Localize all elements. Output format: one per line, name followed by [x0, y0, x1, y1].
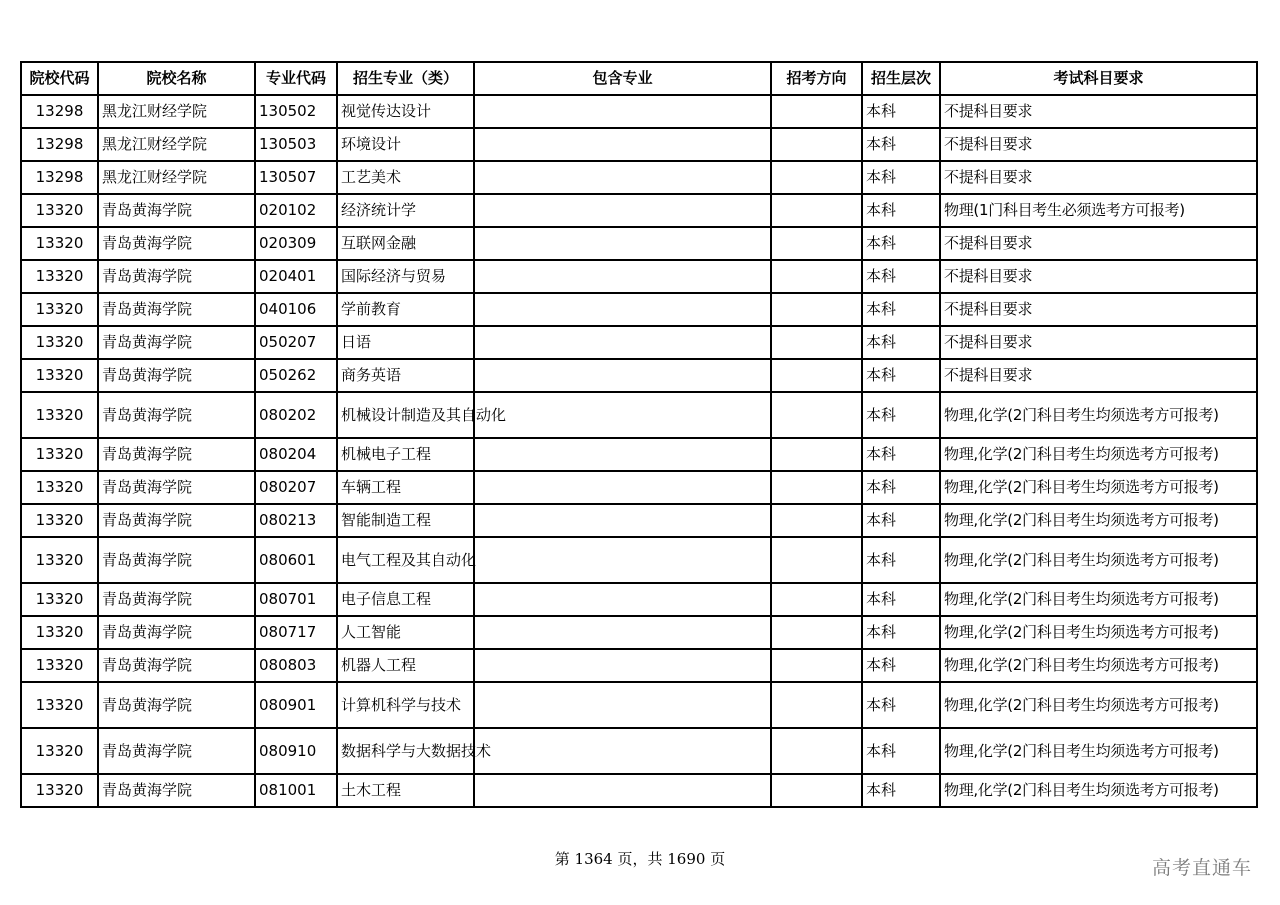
- header-subject-requirements: 考试科目要求: [940, 62, 1257, 95]
- cell-included-majors: [474, 471, 771, 504]
- header-included-majors: 包含专业: [474, 62, 771, 95]
- cell-major: 视觉传达设计: [337, 95, 474, 128]
- cell-school-name: 青岛黄海学院: [98, 537, 255, 583]
- cell-school-code: 13320: [21, 616, 98, 649]
- cell-included-majors: [474, 161, 771, 194]
- cell-included-majors: [474, 293, 771, 326]
- cell-level: 本科: [862, 682, 940, 728]
- cell-direction: [771, 471, 862, 504]
- cell-subject-requirements: 不提科目要求: [940, 227, 1257, 260]
- header-school-code: 院校代码: [21, 62, 98, 95]
- table-row: [21, 616, 1257, 649]
- cell-major: 计算机科学与技术: [337, 682, 474, 728]
- cell-school-code: 13320: [21, 293, 98, 326]
- table-row: [21, 504, 1257, 537]
- cell-school-code: 13320: [21, 359, 98, 392]
- cell-school-name: 青岛黄海学院: [98, 326, 255, 359]
- cell-direction: [771, 537, 862, 583]
- cell-major-code: 080803: [255, 649, 337, 682]
- table-row: [21, 728, 1257, 774]
- cell-level: 本科: [862, 293, 940, 326]
- cell-school-name: 青岛黄海学院: [98, 504, 255, 537]
- cell-level: 本科: [862, 260, 940, 293]
- cell-level: 本科: [862, 392, 940, 438]
- cell-major: 日语: [337, 326, 474, 359]
- cell-subject-requirements: 物理,化学(2门科目考生均须选考方可报考): [940, 504, 1257, 537]
- cell-level: 本科: [862, 227, 940, 260]
- cell-major: 电气工程及其自动化: [337, 537, 474, 583]
- cell-subject-requirements: 不提科目要求: [940, 95, 1257, 128]
- cell-included-majors: [474, 774, 771, 807]
- cell-included-majors: [474, 583, 771, 616]
- cell-level: 本科: [862, 161, 940, 194]
- cell-subject-requirements: 物理,化学(2门科目考生均须选考方可报考): [940, 583, 1257, 616]
- cell-major-code: 130507: [255, 161, 337, 194]
- cell-school-name: 青岛黄海学院: [98, 471, 255, 504]
- cell-included-majors: [474, 260, 771, 293]
- cell-direction: [771, 194, 862, 227]
- cell-direction: [771, 293, 862, 326]
- cell-included-majors: [474, 128, 771, 161]
- cell-included-majors: [474, 537, 771, 583]
- cell-subject-requirements: 物理(1门科目考生必须选考方可报考): [940, 194, 1257, 227]
- cell-major-code: 130502: [255, 95, 337, 128]
- cell-level: 本科: [862, 649, 940, 682]
- cell-major: 人工智能: [337, 616, 474, 649]
- cell-major-code: 050262: [255, 359, 337, 392]
- cell-included-majors: [474, 326, 771, 359]
- cell-subject-requirements: 物理,化学(2门科目考生均须选考方可报考): [940, 616, 1257, 649]
- cell-level: 本科: [862, 326, 940, 359]
- header-school-name: 院校名称: [98, 62, 255, 95]
- table-row: [21, 95, 1257, 128]
- cell-school-name: 青岛黄海学院: [98, 293, 255, 326]
- cell-direction: [771, 649, 862, 682]
- cell-included-majors: [474, 194, 771, 227]
- cell-direction: [771, 359, 862, 392]
- header-major: 招生专业（类）: [337, 62, 474, 95]
- cell-school-name: 青岛黄海学院: [98, 774, 255, 807]
- table-row: [21, 260, 1257, 293]
- cell-school-code: 13320: [21, 728, 98, 774]
- cell-school-code: 13320: [21, 471, 98, 504]
- cell-school-code: 13320: [21, 537, 98, 583]
- cell-included-majors: [474, 682, 771, 728]
- cell-direction: [771, 326, 862, 359]
- cell-level: 本科: [862, 537, 940, 583]
- cell-major-code: 081001: [255, 774, 337, 807]
- cell-level: 本科: [862, 504, 940, 537]
- table-row: [21, 649, 1257, 682]
- cell-major-code: 050207: [255, 326, 337, 359]
- cell-major: 机械设计制造及其自动化: [337, 392, 474, 438]
- cell-major: 土木工程: [337, 774, 474, 807]
- cell-subject-requirements: 不提科目要求: [940, 293, 1257, 326]
- table-row: [21, 471, 1257, 504]
- cell-school-name: 黑龙江财经学院: [98, 95, 255, 128]
- table-row: [21, 194, 1257, 227]
- cell-included-majors: [474, 649, 771, 682]
- cell-level: 本科: [862, 583, 940, 616]
- cell-direction: [771, 161, 862, 194]
- cell-school-name: 青岛黄海学院: [98, 583, 255, 616]
- cell-major-code: 080701: [255, 583, 337, 616]
- cell-subject-requirements: 物理,化学(2门科目考生均须选考方可报考): [940, 728, 1257, 774]
- cell-school-name: 青岛黄海学院: [98, 728, 255, 774]
- cell-school-code: 13298: [21, 161, 98, 194]
- header-row: [21, 62, 1257, 95]
- cell-school-name: 青岛黄海学院: [98, 438, 255, 471]
- cell-school-name: 青岛黄海学院: [98, 392, 255, 438]
- cell-major: 商务英语: [337, 359, 474, 392]
- cell-direction: [771, 260, 862, 293]
- cell-school-code: 13320: [21, 774, 98, 807]
- cell-school-name: 黑龙江财经学院: [98, 161, 255, 194]
- table-row: [21, 293, 1257, 326]
- cell-school-code: 13320: [21, 682, 98, 728]
- header-major-code: 专业代码: [255, 62, 337, 95]
- header-level: 招生层次: [862, 62, 940, 95]
- cell-major-code: 020309: [255, 227, 337, 260]
- cell-major: 机器人工程: [337, 649, 474, 682]
- cell-level: 本科: [862, 774, 940, 807]
- table-row: [21, 682, 1257, 728]
- cell-school-code: 13298: [21, 95, 98, 128]
- cell-school-code: 13320: [21, 504, 98, 537]
- cell-included-majors: [474, 227, 771, 260]
- cell-level: 本科: [862, 471, 940, 504]
- cell-subject-requirements: 不提科目要求: [940, 326, 1257, 359]
- cell-major: 数据科学与大数据技术: [337, 728, 474, 774]
- cell-direction: [771, 682, 862, 728]
- cell-level: 本科: [862, 128, 940, 161]
- cell-major-code: 080910: [255, 728, 337, 774]
- cell-major: 学前教育: [337, 293, 474, 326]
- cell-direction: [771, 128, 862, 161]
- cell-major-code: 080901: [255, 682, 337, 728]
- cell-school-code: 13320: [21, 583, 98, 616]
- cell-major: 国际经济与贸易: [337, 260, 474, 293]
- cell-school-name: 黑龙江财经学院: [98, 128, 255, 161]
- cell-subject-requirements: 物理,化学(2门科目考生均须选考方可报考): [940, 682, 1257, 728]
- cell-direction: [771, 616, 862, 649]
- cell-school-name: 青岛黄海学院: [98, 616, 255, 649]
- cell-direction: [771, 392, 862, 438]
- cell-level: 本科: [862, 438, 940, 471]
- cell-school-name: 青岛黄海学院: [98, 682, 255, 728]
- cell-level: 本科: [862, 194, 940, 227]
- cell-school-code: 13320: [21, 326, 98, 359]
- cell-major-code: 040106: [255, 293, 337, 326]
- cell-level: 本科: [862, 728, 940, 774]
- cell-school-code: 13320: [21, 227, 98, 260]
- cell-subject-requirements: 不提科目要求: [940, 161, 1257, 194]
- cell-major-code: 020401: [255, 260, 337, 293]
- cell-subject-requirements: 物理,化学(2门科目考生均须选考方可报考): [940, 438, 1257, 471]
- cell-school-name: 青岛黄海学院: [98, 227, 255, 260]
- watermark-text: 高考直通车: [1151, 857, 1252, 879]
- cell-included-majors: [474, 359, 771, 392]
- cell-school-code: 13320: [21, 260, 98, 293]
- cell-school-name: 青岛黄海学院: [98, 260, 255, 293]
- table-row: [21, 128, 1257, 161]
- cell-subject-requirements: 不提科目要求: [940, 128, 1257, 161]
- cell-subject-requirements: 物理,化学(2门科目考生均须选考方可报考): [940, 774, 1257, 807]
- enrollment-table: [20, 61, 1258, 808]
- cell-direction: [771, 504, 862, 537]
- cell-school-name: 青岛黄海学院: [98, 194, 255, 227]
- cell-major: 电子信息工程: [337, 583, 474, 616]
- cell-included-majors: [474, 95, 771, 128]
- cell-major: 工艺美术: [337, 161, 474, 194]
- table-row: [21, 774, 1257, 807]
- cell-subject-requirements: 不提科目要求: [940, 359, 1257, 392]
- table-row: [21, 161, 1257, 194]
- cell-school-code: 13320: [21, 194, 98, 227]
- cell-school-name: 青岛黄海学院: [98, 359, 255, 392]
- cell-school-code: 13320: [21, 438, 98, 471]
- cell-major: 智能制造工程: [337, 504, 474, 537]
- cell-major-code: 080204: [255, 438, 337, 471]
- cell-major: 机械电子工程: [337, 438, 474, 471]
- cell-direction: [771, 583, 862, 616]
- cell-major-code: 080207: [255, 471, 337, 504]
- cell-subject-requirements: 不提科目要求: [940, 260, 1257, 293]
- page-number: 第 1364 页，共 1690 页: [554, 850, 726, 868]
- cell-subject-requirements: 物理,化学(2门科目考生均须选考方可报考): [940, 392, 1257, 438]
- cell-level: 本科: [862, 616, 940, 649]
- cell-included-majors: [474, 728, 771, 774]
- cell-direction: [771, 728, 862, 774]
- cell-major-code: 080202: [255, 392, 337, 438]
- cell-major-code: 080213: [255, 504, 337, 537]
- table-body: [21, 95, 1257, 807]
- cell-subject-requirements: 物理,化学(2门科目考生均须选考方可报考): [940, 471, 1257, 504]
- table-row: [21, 326, 1257, 359]
- cell-major: 车辆工程: [337, 471, 474, 504]
- header-direction: 招考方向: [771, 62, 862, 95]
- cell-included-majors: [474, 504, 771, 537]
- table-row: [21, 537, 1257, 583]
- cell-level: 本科: [862, 95, 940, 128]
- cell-direction: [771, 438, 862, 471]
- table-row: [21, 438, 1257, 471]
- cell-major-code: 080601: [255, 537, 337, 583]
- table-row: [21, 227, 1257, 260]
- cell-major: 环境设计: [337, 128, 474, 161]
- cell-major: 经济统计学: [337, 194, 474, 227]
- cell-included-majors: [474, 438, 771, 471]
- cell-school-code: 13320: [21, 649, 98, 682]
- cell-direction: [771, 95, 862, 128]
- cell-level: 本科: [862, 359, 940, 392]
- cell-subject-requirements: 物理,化学(2门科目考生均须选考方可报考): [940, 537, 1257, 583]
- cell-direction: [771, 774, 862, 807]
- table-row: [21, 392, 1257, 438]
- table-row: [21, 583, 1257, 616]
- cell-major-code: 020102: [255, 194, 337, 227]
- cell-school-code: 13298: [21, 128, 98, 161]
- cell-school-name: 青岛黄海学院: [98, 649, 255, 682]
- cell-included-majors: [474, 616, 771, 649]
- cell-major: 互联网金融: [337, 227, 474, 260]
- cell-major-code: 130503: [255, 128, 337, 161]
- cell-subject-requirements: 物理,化学(2门科目考生均须选考方可报考): [940, 649, 1257, 682]
- table-row: [21, 359, 1257, 392]
- cell-included-majors: [474, 392, 771, 438]
- cell-school-code: 13320: [21, 392, 98, 438]
- cell-direction: [771, 227, 862, 260]
- cell-major-code: 080717: [255, 616, 337, 649]
